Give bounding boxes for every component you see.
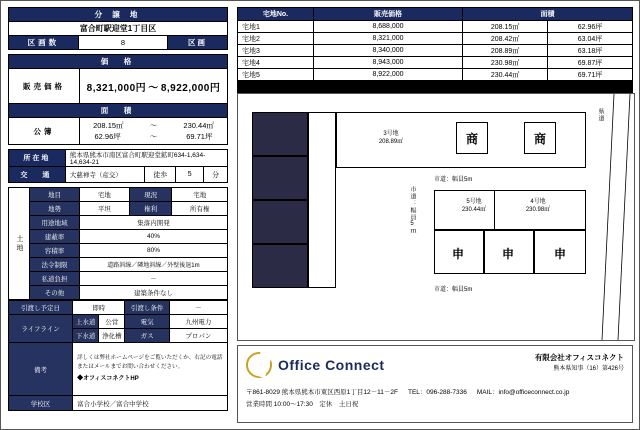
land-value2-1: 所有権: [172, 202, 228, 216]
price-tilde: ～: [148, 82, 159, 94]
map-lot-dark-4: [252, 244, 308, 288]
location-label: 所在地: [9, 150, 66, 167]
lot-price: 8,340,000: [313, 45, 462, 57]
road-vertical-label: 市道：幅員5ｍ: [409, 186, 415, 235]
lot-m2: 230.44㎡: [463, 69, 548, 81]
price-from: 8,321,000円: [86, 82, 147, 94]
lifeline-value-0: 公営: [105, 319, 119, 326]
left-column: [8, 7, 228, 411]
land-value-1: 平坦: [79, 202, 129, 216]
school-value: 富合小学校／富合中学校: [73, 396, 228, 411]
lot-no: 宅地4: [238, 57, 314, 69]
lot-tsubo: 63.04坪: [548, 33, 633, 45]
lot-m2: 208.89㎡: [463, 45, 548, 57]
handover-label: 引渡し予定日: [9, 301, 73, 315]
company-tel: TEL：096-288-7336: [407, 389, 467, 396]
lot-no: 宅地5: [238, 69, 314, 81]
header-area-name: 富合町駅迎堂1丁目区: [9, 22, 228, 36]
lot-5-label: 5号地 230.44㎡: [461, 199, 487, 214]
lot-m2: 230.98㎡: [463, 57, 548, 69]
map-road-strip: [308, 112, 336, 288]
address-table: [8, 149, 228, 183]
logo-icon: [246, 352, 272, 378]
land-value-6: －: [79, 272, 227, 286]
lifeline-label2-0: 電気: [125, 315, 169, 329]
lot-col-no: 宅地No.: [238, 8, 314, 21]
brand: [246, 352, 385, 378]
land-value-5: 道路斜線／隣地斜線／外壁後退1m: [79, 258, 227, 272]
walk-value: 5: [176, 167, 204, 183]
table-row: [238, 57, 633, 69]
land-label-2: 用途地域: [30, 216, 80, 230]
lot-tsubo: 69.87坪: [548, 57, 633, 69]
area-tsubo-tilde: ～: [149, 132, 158, 141]
building-mark-shin-2: 申: [494, 242, 522, 264]
business-hours: 営業時間 10:00～17:30 定休 土日祝: [246, 401, 359, 408]
handover-value: 即時: [73, 301, 125, 315]
land-label-7: その他: [30, 286, 80, 300]
lot-tsubo: 69.71坪: [548, 69, 633, 81]
lot-price: 8,943,000: [313, 57, 462, 69]
land-value-2: 集落内開発: [79, 216, 227, 230]
transport-label: 交 通: [9, 167, 66, 183]
company-name: 有限会社オフィスコネクト: [534, 353, 624, 362]
map-lot-dark-2: [252, 156, 308, 200]
land-label-6: 私道負担: [30, 272, 80, 286]
land-label2-0: 現況: [129, 188, 172, 202]
land-label2-1: 権利: [129, 202, 172, 216]
handover-lifeline-table: [8, 300, 228, 411]
land-label-0: 地目: [30, 188, 80, 202]
lot-price: 8,922,000: [313, 69, 462, 81]
walk-unit: 分: [204, 167, 228, 183]
lifeline-value-1: 浄化槽: [102, 333, 122, 340]
transport-value: 大慈禅寺（産交）: [65, 167, 144, 183]
lot-tsubo: 63.18坪: [548, 45, 633, 57]
building-mark-shin-1: 申: [444, 242, 472, 264]
lot-m2: 208.42㎡: [463, 33, 548, 45]
area-header: 面 積: [9, 104, 228, 118]
lot-no: 宅地3: [238, 45, 314, 57]
building-mark-shou-1: 商: [456, 122, 488, 154]
land-label-5: 法令制限: [30, 258, 80, 272]
road-right-label: 県道: [597, 108, 603, 122]
lifeline-label: ライフライン: [9, 315, 73, 343]
koubo-label: 公簿: [9, 118, 80, 145]
lot-m2: 208.15㎡: [463, 21, 548, 33]
lot-price: 8,321,000: [313, 33, 462, 45]
land-vertical-label: 土地: [9, 188, 30, 300]
area-tsubo-to: 69.71坪: [186, 132, 213, 141]
handover-cond-label: 引渡し条件: [125, 301, 169, 315]
company-address: 〒861-8029 熊本県熊本市東区西原1丁目12－11－2F: [246, 389, 398, 396]
lot-col-area: 面積: [463, 8, 633, 21]
table-row: [238, 33, 633, 45]
price-table: [8, 54, 228, 145]
map-lot-dark-1: [252, 112, 308, 156]
company-mail[interactable]: MAIL：info@officeconnect.co.jp: [476, 389, 570, 396]
location-value: 熊本県熊本市南区富合町駅迎堂鉱町634-1,634-14,634-21: [65, 150, 227, 167]
land-value-4: 80%: [79, 244, 227, 258]
lifeline-label-0: 上水道: [73, 315, 99, 328]
land-table: [8, 187, 228, 300]
road-bottom-label: 市道：幅員5m: [434, 287, 473, 293]
license-number: 熊本県知事（16）第426号: [553, 366, 624, 372]
lifeline-label2-1: ガス: [125, 329, 169, 343]
handover-cond-value: －: [169, 301, 227, 315]
land-value2-0: 宅地: [172, 188, 228, 202]
lot-col-price: 販売価格: [313, 8, 462, 21]
area-m-tilde: ～: [149, 121, 158, 130]
price-to: 8,922,000円: [160, 82, 221, 94]
walk-label: 徒歩: [144, 167, 176, 183]
area-m-to: 230.44㎡: [183, 121, 214, 130]
school-label: 学校区: [9, 396, 73, 411]
lifeline-value2-1: プロパン: [169, 329, 227, 343]
lot-3-label: 3号地 208.89㎡: [378, 131, 404, 146]
land-value-7: 建築条件なし: [79, 286, 227, 300]
road-top-label: 市道：幅員5m: [434, 177, 473, 183]
table-row: [238, 21, 633, 33]
remarks-text: 詳しくは弊社ホームページをご覧いただくか、右記の電話またはメールまでお問い合わせください。: [77, 355, 223, 370]
land-label-4: 容積率: [30, 244, 80, 258]
lot-tsubo: 62.96坪: [548, 21, 633, 33]
area-tsubo-from: 62.96坪: [94, 132, 121, 141]
footer: [237, 345, 633, 423]
price-row-label: 販売価格: [9, 69, 80, 104]
header-title: 分 譲 地: [9, 8, 228, 22]
table-row: [238, 69, 633, 81]
lot-count-label: 区画数: [9, 36, 79, 50]
lifeline-label-1: 下水道: [73, 329, 99, 342]
price-header: 価 格: [9, 55, 228, 69]
lot-no: 宅地1: [238, 21, 314, 33]
land-label-3: 建蔽率: [30, 230, 80, 244]
road-lines: [568, 94, 634, 340]
site-map: [237, 93, 635, 341]
lot-price: 8,688,000: [313, 21, 462, 33]
header-table: [8, 7, 228, 50]
map-lot-dark-3: [252, 200, 308, 244]
lot-4-label: 4号地 230.98㎡: [525, 199, 551, 214]
building-mark-shou-2: 商: [524, 122, 556, 154]
table-row: [238, 45, 633, 57]
area-m-from: 208.15㎡: [93, 121, 124, 130]
building-mark-shin-3: 申: [546, 242, 574, 264]
lot-count-unit: 区画: [168, 36, 228, 50]
lot-count-value: 8: [78, 36, 167, 50]
land-value-0: 宅地: [79, 188, 129, 202]
remarks-label: 備考: [9, 343, 73, 396]
brand-name: Office Connect: [278, 357, 385, 373]
lifeline-value2-0: 九州電力: [169, 315, 227, 329]
lot-no: 宅地2: [238, 33, 314, 45]
land-label-1: 地勢: [30, 202, 80, 216]
land-value-3: 40%: [79, 230, 227, 244]
remarks-hp: ◆オフィスコネクトHP: [77, 375, 139, 382]
